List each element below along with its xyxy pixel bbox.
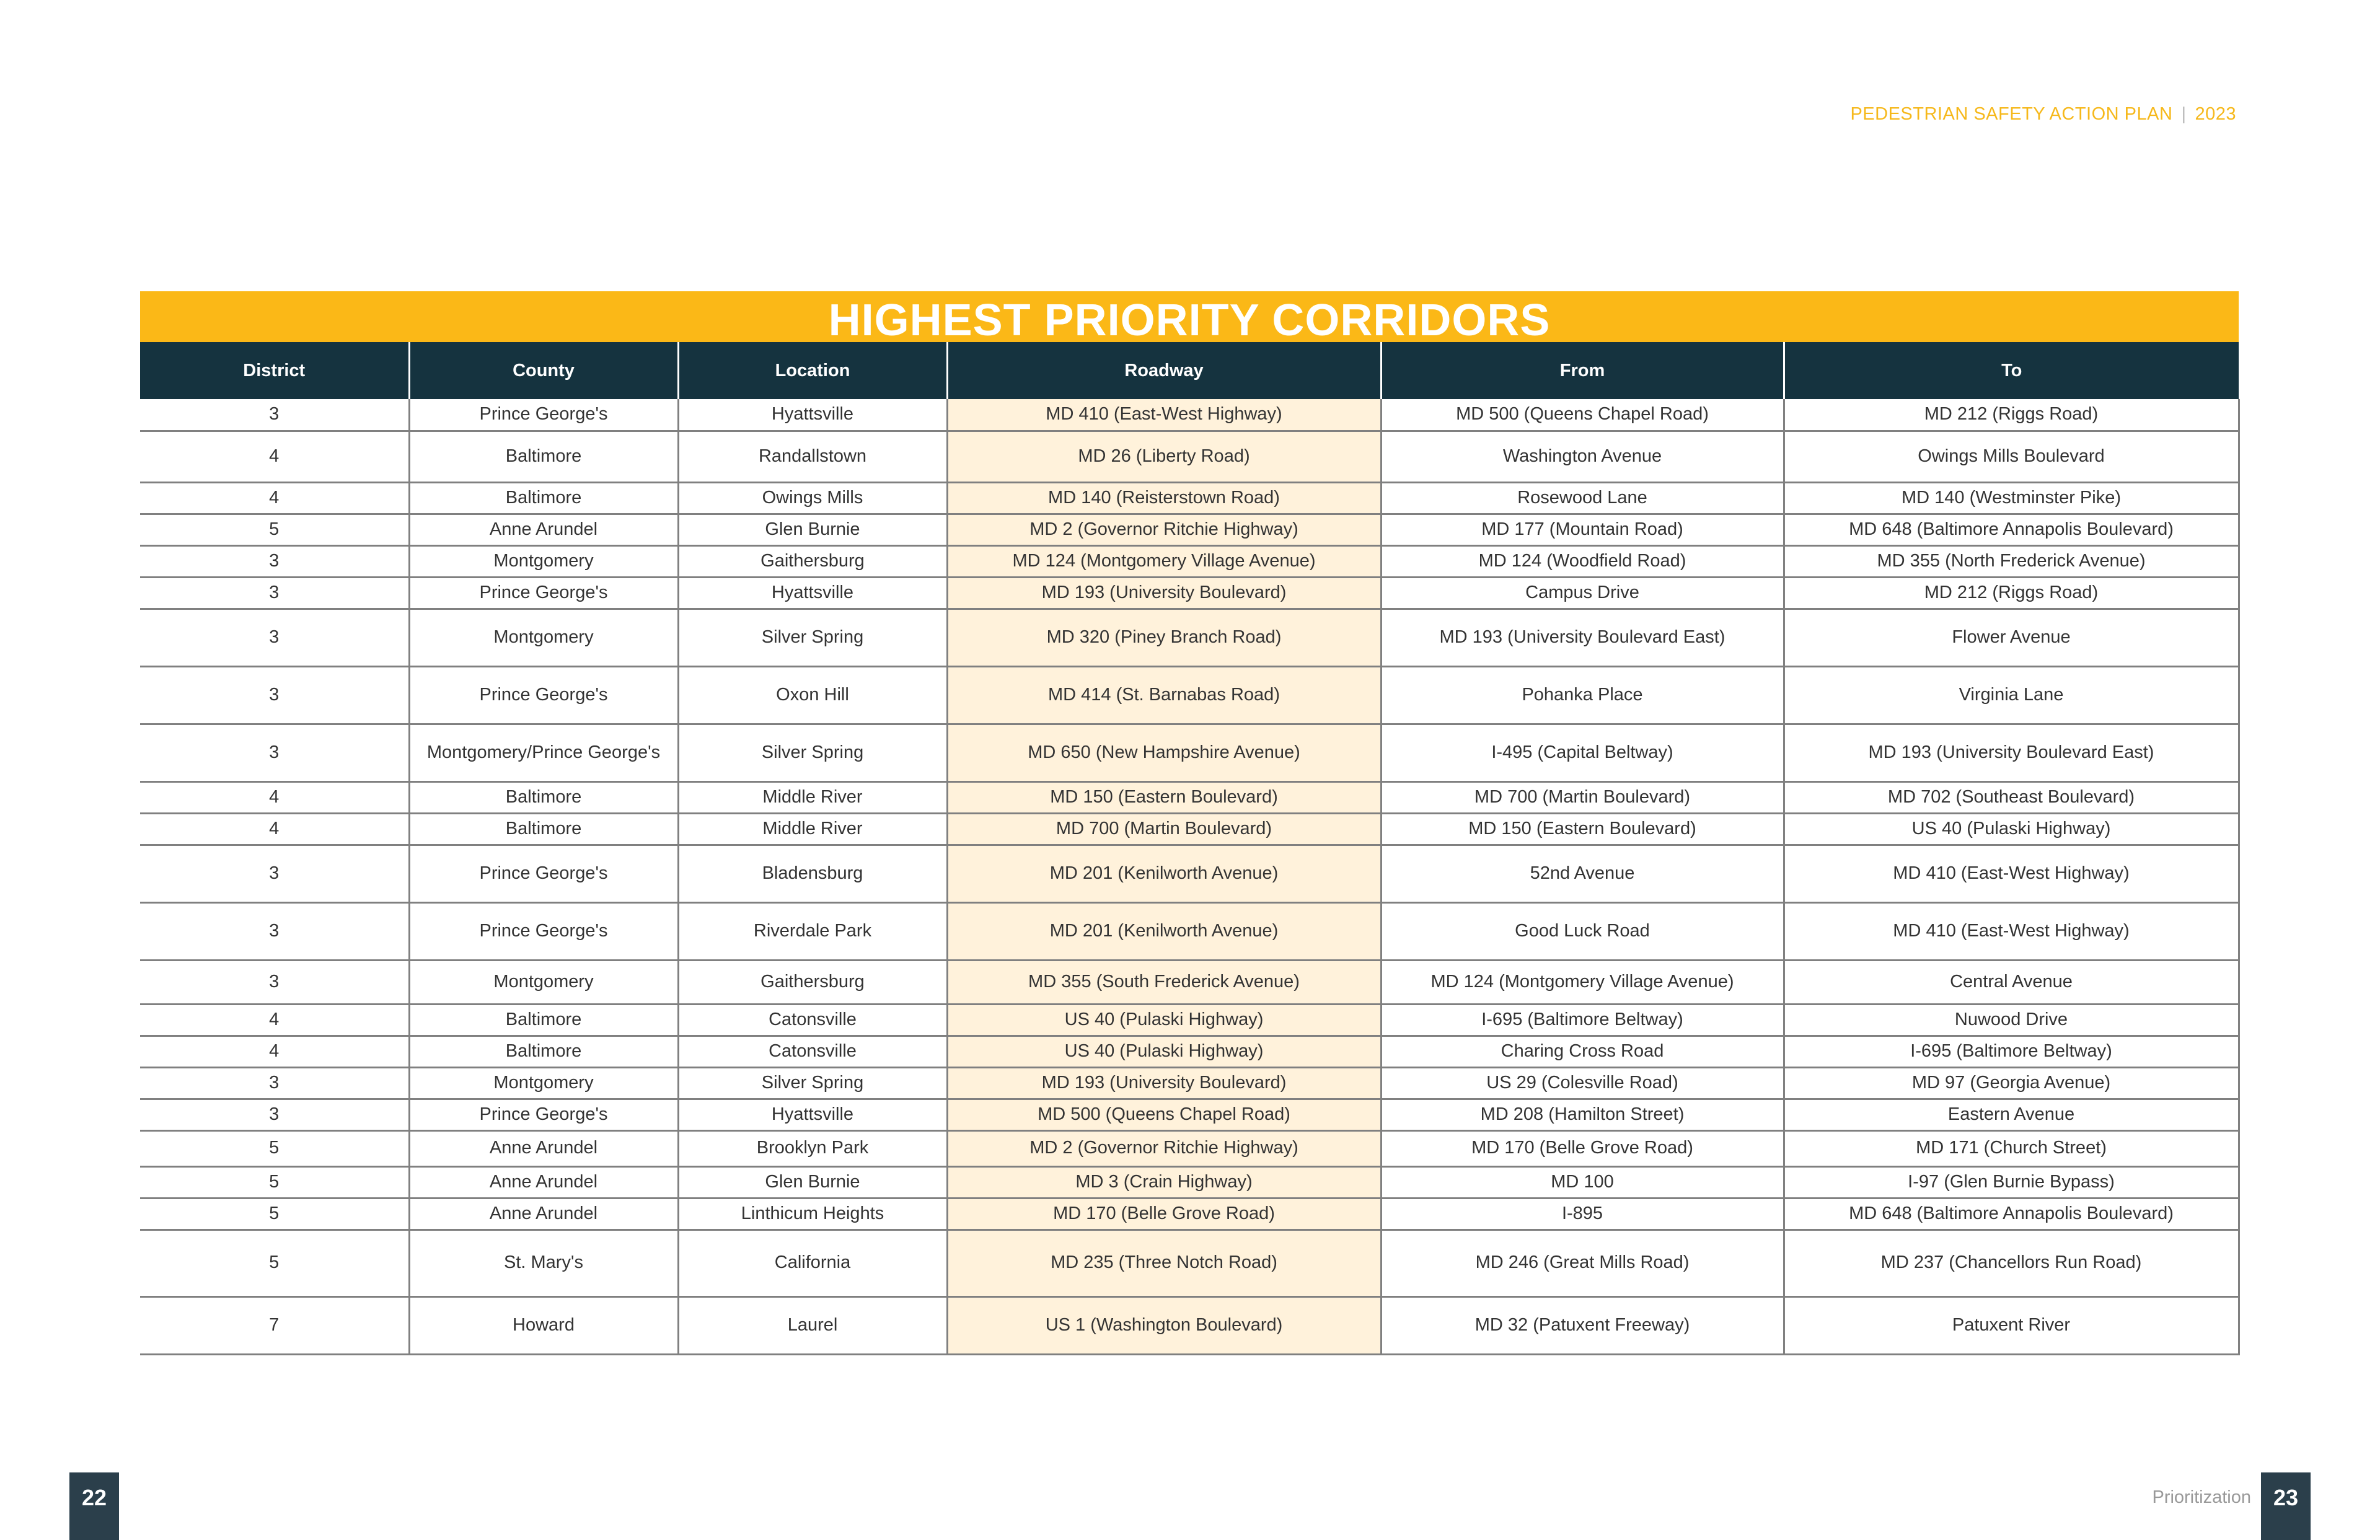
roadway-cell: MD 201 (Kenilworth Avenue) — [947, 902, 1381, 960]
district-cell: 5 — [140, 514, 409, 545]
to-cell: Nuwood Drive — [1784, 1004, 2239, 1036]
column-header-county: County — [409, 342, 678, 399]
plan-title: PEDESTRIAN SAFETY ACTION PLAN — [1850, 104, 2173, 124]
to-cell: Eastern Avenue — [1784, 1099, 2239, 1130]
page-number-left: 22 — [69, 1472, 119, 1540]
table-row — [140, 1296, 2239, 1354]
table-row — [140, 960, 2239, 1004]
county-cell: Prince George's — [409, 666, 678, 724]
to-cell: MD 648 (Baltimore Annapolis Boulevard) — [1784, 514, 2239, 545]
column-header-to: To — [1784, 342, 2239, 399]
table-row — [140, 813, 2239, 845]
district-cell: 3 — [140, 845, 409, 902]
header-row — [140, 342, 2239, 399]
table-row — [140, 545, 2239, 577]
from-cell: Rosewood Lane — [1381, 482, 1784, 514]
roadway-cell: MD 150 (Eastern Boulevard) — [947, 781, 1381, 813]
from-cell: MD 208 (Hamilton Street) — [1381, 1099, 1784, 1130]
to-cell: MD 410 (East-West Highway) — [1784, 902, 2239, 960]
location-cell: Silver Spring — [678, 609, 947, 666]
location-cell: Hyattsville — [678, 399, 947, 431]
location-cell: Middle River — [678, 813, 947, 845]
location-cell: Laurel — [678, 1296, 947, 1354]
district-cell: 3 — [140, 902, 409, 960]
to-cell: Central Avenue — [1784, 960, 2239, 1004]
from-cell: MD 193 (University Boulevard East) — [1381, 609, 1784, 666]
county-cell: Baltimore — [409, 781, 678, 813]
roadway-cell: MD 355 (South Frederick Avenue) — [947, 960, 1381, 1004]
table-row — [140, 724, 2239, 781]
county-cell: Montgomery — [409, 609, 678, 666]
county-cell: St. Mary's — [409, 1230, 678, 1296]
district-cell: 3 — [140, 1099, 409, 1130]
to-cell: I-97 (Glen Burnie Bypass) — [1784, 1166, 2239, 1198]
county-cell: Montgomery — [409, 1067, 678, 1099]
district-cell: 5 — [140, 1198, 409, 1230]
county-cell: Prince George's — [409, 1099, 678, 1130]
from-cell: MD 246 (Great Mills Road) — [1381, 1230, 1784, 1296]
page-number-right: 23 — [2261, 1472, 2311, 1540]
county-cell: Baltimore — [409, 431, 678, 482]
roadway-cell: US 40 (Pulaski Highway) — [947, 1036, 1381, 1067]
county-cell: Montgomery — [409, 545, 678, 577]
table-row — [140, 1198, 2239, 1230]
district-cell: 5 — [140, 1230, 409, 1296]
county-cell: Anne Arundel — [409, 1166, 678, 1198]
to-cell: MD 702 (Southeast Boulevard) — [1784, 781, 2239, 813]
district-cell: 4 — [140, 813, 409, 845]
district-cell: 5 — [140, 1166, 409, 1198]
column-header-district: District — [140, 342, 409, 399]
roadway-cell: MD 2 (Governor Ritchie Highway) — [947, 514, 1381, 545]
location-cell: Silver Spring — [678, 724, 947, 781]
county-cell: Anne Arundel — [409, 1198, 678, 1230]
district-cell: 3 — [140, 960, 409, 1004]
county-cell: Montgomery — [409, 960, 678, 1004]
table-row — [140, 1130, 2239, 1166]
table-row — [140, 1036, 2239, 1067]
county-cell: Prince George's — [409, 902, 678, 960]
roadway-cell: US 1 (Washington Boulevard) — [947, 1296, 1381, 1354]
from-cell: MD 170 (Belle Grove Road) — [1381, 1130, 1784, 1166]
from-cell: Charing Cross Road — [1381, 1036, 1784, 1067]
table-title: HIGHEST PRIORITY CORRIDORS — [140, 291, 2239, 342]
to-cell: I-695 (Baltimore Beltway) — [1784, 1036, 2239, 1067]
table-row — [140, 609, 2239, 666]
from-cell: Campus Drive — [1381, 577, 1784, 609]
from-cell: MD 150 (Eastern Boulevard) — [1381, 813, 1784, 845]
roadway-cell: MD 124 (Montgomery Village Avenue) — [947, 545, 1381, 577]
from-cell: I-495 (Capital Beltway) — [1381, 724, 1784, 781]
location-cell: California — [678, 1230, 947, 1296]
section-label: Prioritization — [2152, 1487, 2251, 1507]
to-cell: Flower Avenue — [1784, 609, 2239, 666]
county-cell: Baltimore — [409, 1036, 678, 1067]
district-cell: 3 — [140, 609, 409, 666]
location-cell: Hyattsville — [678, 577, 947, 609]
roadway-cell: MD 170 (Belle Grove Road) — [947, 1198, 1381, 1230]
district-cell: 4 — [140, 431, 409, 482]
header-separator: | — [2181, 104, 2187, 124]
district-cell: 3 — [140, 577, 409, 609]
roadway-cell: MD 650 (New Hampshire Avenue) — [947, 724, 1381, 781]
table-row — [140, 1099, 2239, 1130]
from-cell: MD 700 (Martin Boulevard) — [1381, 781, 1784, 813]
from-cell: MD 500 (Queens Chapel Road) — [1381, 399, 1784, 431]
to-cell: Owings Mills Boulevard — [1784, 431, 2239, 482]
location-cell: Silver Spring — [678, 1067, 947, 1099]
to-cell: MD 212 (Riggs Road) — [1784, 577, 2239, 609]
roadway-cell: MD 2 (Governor Ritchie Highway) — [947, 1130, 1381, 1166]
to-cell: MD 410 (East-West Highway) — [1784, 845, 2239, 902]
district-cell: 4 — [140, 482, 409, 514]
table-row — [140, 666, 2239, 724]
from-cell: MD 32 (Patuxent Freeway) — [1381, 1296, 1784, 1354]
district-cell: 3 — [140, 545, 409, 577]
to-cell: MD 648 (Baltimore Annapolis Boulevard) — [1784, 1198, 2239, 1230]
from-cell: Washington Avenue — [1381, 431, 1784, 482]
table-row — [140, 1166, 2239, 1198]
location-cell: Brooklyn Park — [678, 1130, 947, 1166]
from-cell: Pohanka Place — [1381, 666, 1784, 724]
to-cell: MD 193 (University Boulevard East) — [1784, 724, 2239, 781]
plan-year: 2023 — [2195, 104, 2236, 124]
roadway-cell: MD 414 (St. Barnabas Road) — [947, 666, 1381, 724]
location-cell: Linthicum Heights — [678, 1198, 947, 1230]
table-row — [140, 781, 2239, 813]
county-cell: Prince George's — [409, 577, 678, 609]
district-cell: 4 — [140, 1036, 409, 1067]
column-header-roadway: Roadway — [947, 342, 1381, 399]
from-cell: US 29 (Colesville Road) — [1381, 1067, 1784, 1099]
county-cell: Montgomery/Prince George's — [409, 724, 678, 781]
table-body — [140, 399, 2239, 1354]
corridors-table — [140, 342, 2240, 1355]
to-cell: MD 212 (Riggs Road) — [1784, 399, 2239, 431]
roadway-cell: MD 235 (Three Notch Road) — [947, 1230, 1381, 1296]
county-cell: Baltimore — [409, 482, 678, 514]
from-cell: MD 100 — [1381, 1166, 1784, 1198]
county-cell: Baltimore — [409, 813, 678, 845]
table-row — [140, 431, 2239, 482]
table-row — [140, 1067, 2239, 1099]
roadway-cell: MD 500 (Queens Chapel Road) — [947, 1099, 1381, 1130]
to-cell: US 40 (Pulaski Highway) — [1784, 813, 2239, 845]
column-header-location: Location — [678, 342, 947, 399]
from-cell: I-695 (Baltimore Beltway) — [1381, 1004, 1784, 1036]
column-header-from: From — [1381, 342, 1784, 399]
roadway-cell: MD 193 (University Boulevard) — [947, 1067, 1381, 1099]
district-cell: 4 — [140, 1004, 409, 1036]
county-cell: Howard — [409, 1296, 678, 1354]
to-cell: MD 97 (Georgia Avenue) — [1784, 1067, 2239, 1099]
location-cell: Owings Mills — [678, 482, 947, 514]
table-row — [140, 845, 2239, 902]
to-cell: MD 140 (Westminster Pike) — [1784, 482, 2239, 514]
from-cell: MD 177 (Mountain Road) — [1381, 514, 1784, 545]
county-cell: Anne Arundel — [409, 514, 678, 545]
location-cell: Glen Burnie — [678, 514, 947, 545]
roadway-cell: MD 320 (Piney Branch Road) — [947, 609, 1381, 666]
roadway-cell: MD 193 (University Boulevard) — [947, 577, 1381, 609]
roadway-cell: MD 700 (Martin Boulevard) — [947, 813, 1381, 845]
district-cell: 3 — [140, 399, 409, 431]
roadway-cell: MD 201 (Kenilworth Avenue) — [947, 845, 1381, 902]
location-cell: Bladensburg — [678, 845, 947, 902]
district-cell: 3 — [140, 724, 409, 781]
district-cell: 3 — [140, 1067, 409, 1099]
table-row — [140, 514, 2239, 545]
district-cell: 5 — [140, 1130, 409, 1166]
table-row — [140, 577, 2239, 609]
district-cell: 4 — [140, 781, 409, 813]
table-row — [140, 1230, 2239, 1296]
from-cell: MD 124 (Montgomery Village Avenue) — [1381, 960, 1784, 1004]
table-row — [140, 482, 2239, 514]
location-cell: Middle River — [678, 781, 947, 813]
location-cell: Glen Burnie — [678, 1166, 947, 1198]
to-cell: MD 355 (North Frederick Avenue) — [1784, 545, 2239, 577]
county-cell: Prince George's — [409, 845, 678, 902]
table-row — [140, 399, 2239, 431]
county-cell: Baltimore — [409, 1004, 678, 1036]
to-cell: MD 237 (Chancellors Run Road) — [1784, 1230, 2239, 1296]
county-cell: Prince George's — [409, 399, 678, 431]
location-cell: Catonsville — [678, 1036, 947, 1067]
to-cell: Patuxent River — [1784, 1296, 2239, 1354]
roadway-cell: US 40 (Pulaski Highway) — [947, 1004, 1381, 1036]
roadway-cell: MD 410 (East-West Highway) — [947, 399, 1381, 431]
county-cell: Anne Arundel — [409, 1130, 678, 1166]
location-cell: Riverdale Park — [678, 902, 947, 960]
table-row — [140, 1004, 2239, 1036]
location-cell: Gaithersburg — [678, 545, 947, 577]
from-cell: I-895 — [1381, 1198, 1784, 1230]
from-cell: 52nd Avenue — [1381, 845, 1784, 902]
table-row — [140, 902, 2239, 960]
table-header — [140, 342, 2239, 399]
location-cell: Gaithersburg — [678, 960, 947, 1004]
location-cell: Oxon Hill — [678, 666, 947, 724]
to-cell: MD 171 (Church Street) — [1784, 1130, 2239, 1166]
from-cell: Good Luck Road — [1381, 902, 1784, 960]
to-cell: Virginia Lane — [1784, 666, 2239, 724]
from-cell: MD 124 (Woodfield Road) — [1381, 545, 1784, 577]
document-header — [1850, 104, 2236, 125]
location-cell: Hyattsville — [678, 1099, 947, 1130]
roadway-cell: MD 26 (Liberty Road) — [947, 431, 1381, 482]
location-cell: Catonsville — [678, 1004, 947, 1036]
district-cell: 7 — [140, 1296, 409, 1354]
roadway-cell: MD 3 (Crain Highway) — [947, 1166, 1381, 1198]
roadway-cell: MD 140 (Reisterstown Road) — [947, 482, 1381, 514]
location-cell: Randallstown — [678, 431, 947, 482]
district-cell: 3 — [140, 666, 409, 724]
